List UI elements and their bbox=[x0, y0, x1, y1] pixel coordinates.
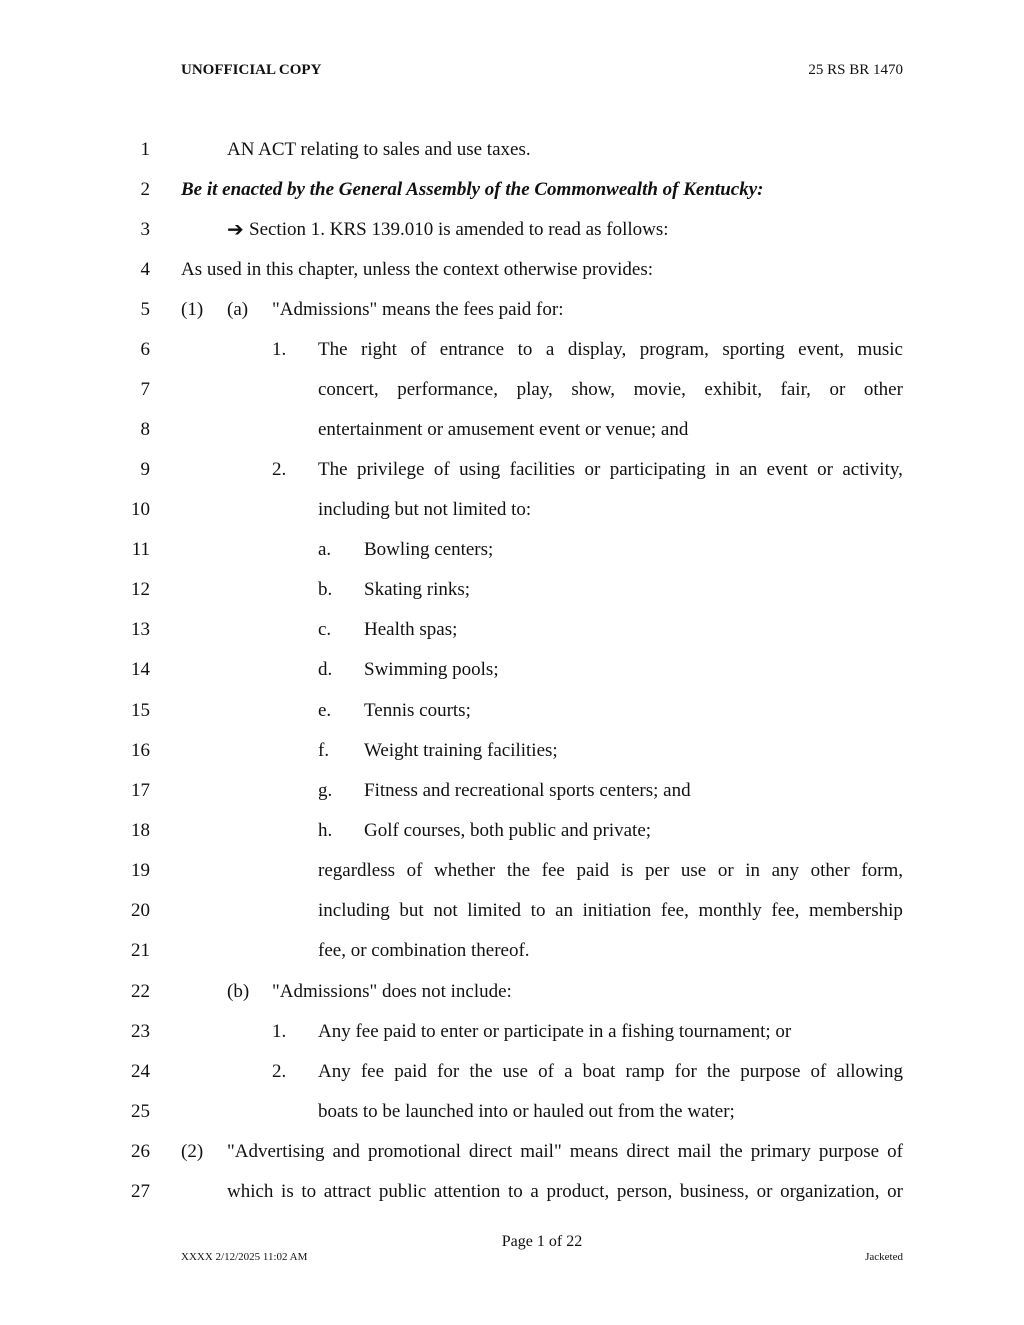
list-marker: e. bbox=[318, 700, 332, 721]
line-text: Swimming pools; bbox=[364, 659, 499, 680]
line-text: "Admissions" means the fees paid for: bbox=[272, 299, 564, 320]
line-number: 1 bbox=[140, 139, 150, 160]
line-number: 9 bbox=[140, 459, 150, 480]
line-number: 6 bbox=[140, 339, 150, 360]
header-left: UNOFFICIAL COPY bbox=[181, 62, 322, 78]
text-line bbox=[0, 1059, 1024, 1085]
line-text: Fitness and recreational sports centers; and bbox=[364, 780, 691, 801]
text-line bbox=[0, 377, 1024, 403]
list-marker: (b) bbox=[227, 981, 250, 1002]
list-marker: g. bbox=[318, 780, 333, 801]
line-text: concert, performance, play, show, movie, exhibit, fair, or other bbox=[318, 379, 903, 400]
text-line bbox=[0, 177, 1024, 203]
text-line bbox=[0, 417, 1024, 443]
line-text: Any fee paid for the use of a boat ramp for the purpose of allowing bbox=[318, 1061, 903, 1082]
line-number: 8 bbox=[140, 419, 150, 440]
list-marker: 2. bbox=[272, 1061, 287, 1082]
line-text: regardless of whether the fee paid is per use or in any other form, bbox=[318, 860, 903, 881]
line-number: 13 bbox=[131, 619, 150, 640]
list-marker: 1. bbox=[272, 1021, 287, 1042]
line-number: 10 bbox=[131, 499, 150, 520]
line-number: 15 bbox=[131, 700, 150, 721]
line-number: 25 bbox=[131, 1101, 150, 1122]
text-line bbox=[0, 137, 1024, 163]
text-line bbox=[0, 577, 1024, 603]
text-line bbox=[0, 858, 1024, 884]
line-number: 14 bbox=[131, 659, 150, 680]
text-line bbox=[0, 1179, 1024, 1205]
list-marker: f. bbox=[318, 740, 330, 761]
line-text: Golf courses, both public and private; bbox=[364, 820, 652, 841]
line-text: Tennis courts; bbox=[364, 700, 471, 721]
line-number: 18 bbox=[131, 820, 150, 841]
line-text: Health spas; bbox=[364, 619, 458, 640]
list-marker: 2. bbox=[272, 459, 287, 480]
list-marker: (a) bbox=[227, 299, 249, 320]
line-number: 5 bbox=[140, 299, 150, 320]
text-line bbox=[0, 657, 1024, 683]
line-number: 4 bbox=[140, 259, 150, 280]
text-line bbox=[0, 979, 1024, 1005]
text-line bbox=[0, 738, 1024, 764]
text-line bbox=[0, 1139, 1024, 1165]
text-line bbox=[0, 698, 1024, 724]
text-line bbox=[0, 297, 1024, 323]
line-number: 7 bbox=[140, 379, 150, 400]
text-line bbox=[0, 617, 1024, 643]
line-number: 2 bbox=[140, 179, 150, 200]
line-number: 16 bbox=[131, 740, 150, 761]
list-marker: h. bbox=[318, 820, 333, 841]
text-line bbox=[0, 898, 1024, 924]
line-text: As used in this chapter, unless the context otherwise provides: bbox=[181, 259, 654, 280]
list-marker: b. bbox=[318, 579, 333, 600]
text-line bbox=[0, 938, 1024, 964]
text-line bbox=[0, 337, 1024, 363]
line-text: The right of entrance to a display, program, sporting event, music bbox=[318, 339, 903, 360]
line-text: including but not limited to an initiation fee, monthly fee, membership bbox=[318, 900, 903, 921]
text-line bbox=[0, 1019, 1024, 1045]
list-marker: a. bbox=[318, 539, 332, 560]
line-text: entertainment or amusement event or venue; and bbox=[318, 419, 689, 440]
text-line bbox=[0, 818, 1024, 844]
line-text: "Advertising and promotional direct mail" means direct mail the primary purpose of bbox=[227, 1141, 903, 1162]
line-text: which is to attract public attention to a product, person, business, or organization, or bbox=[227, 1181, 903, 1202]
line-number: 11 bbox=[131, 539, 150, 560]
line-number: 26 bbox=[131, 1141, 150, 1162]
line-number: 20 bbox=[131, 900, 150, 921]
line-number: 27 bbox=[131, 1181, 150, 1202]
line-text: "Admissions" does not include: bbox=[272, 981, 512, 1002]
list-marker: d. bbox=[318, 659, 333, 680]
text-line bbox=[0, 778, 1024, 804]
text-line bbox=[0, 537, 1024, 563]
line-number: 23 bbox=[131, 1021, 150, 1042]
text-line bbox=[0, 1099, 1024, 1125]
line-text: Skating rinks; bbox=[364, 579, 471, 600]
text-line bbox=[0, 257, 1024, 283]
line-text: including but not limited to: bbox=[318, 499, 532, 520]
list-marker: (1) bbox=[181, 299, 204, 320]
line-text: Any fee paid to enter or participate in a fishing tournament; or bbox=[318, 1021, 792, 1042]
line-number: 22 bbox=[131, 981, 150, 1002]
line-text: Weight training facilities; bbox=[364, 740, 558, 761]
line-text: Bowling centers; bbox=[364, 539, 494, 560]
line-number: 17 bbox=[131, 780, 150, 801]
line-number: 21 bbox=[131, 940, 150, 961]
text-line bbox=[0, 497, 1024, 523]
text-line bbox=[0, 457, 1024, 483]
page-number: Page 1 of 22 bbox=[501, 1233, 583, 1250]
line-number: 3 bbox=[140, 219, 150, 240]
line-number: 24 bbox=[131, 1061, 150, 1082]
text-line bbox=[0, 217, 1024, 243]
line-number: 12 bbox=[131, 579, 150, 600]
line-number: 19 bbox=[131, 860, 150, 881]
header-right: 25 RS BR 1470 bbox=[808, 62, 903, 78]
line-text: fee, or combination thereof. bbox=[318, 940, 530, 961]
section-heading: Section 1. KRS 139.010 is amended to read as follows: bbox=[249, 219, 669, 240]
list-marker: 1. bbox=[272, 339, 287, 360]
line-text: boats to be launched into or hauled out from the water; bbox=[318, 1101, 735, 1122]
enacting-clause: Be it enacted by the General Assembly of the Commonwealth of Kentucky: bbox=[181, 179, 764, 200]
line-text: AN ACT relating to sales and use taxes. bbox=[227, 139, 531, 160]
footer-right: Jacketed bbox=[865, 1251, 903, 1263]
list-marker: c. bbox=[318, 619, 332, 640]
list-marker: (2) bbox=[181, 1141, 204, 1162]
line-text: The privilege of using facilities or participating in an event or activity, bbox=[318, 459, 903, 480]
footer-left: XXXX 2/12/2025 11:02 AM bbox=[181, 1251, 308, 1263]
arrow-right-icon: ➔ bbox=[227, 219, 244, 241]
